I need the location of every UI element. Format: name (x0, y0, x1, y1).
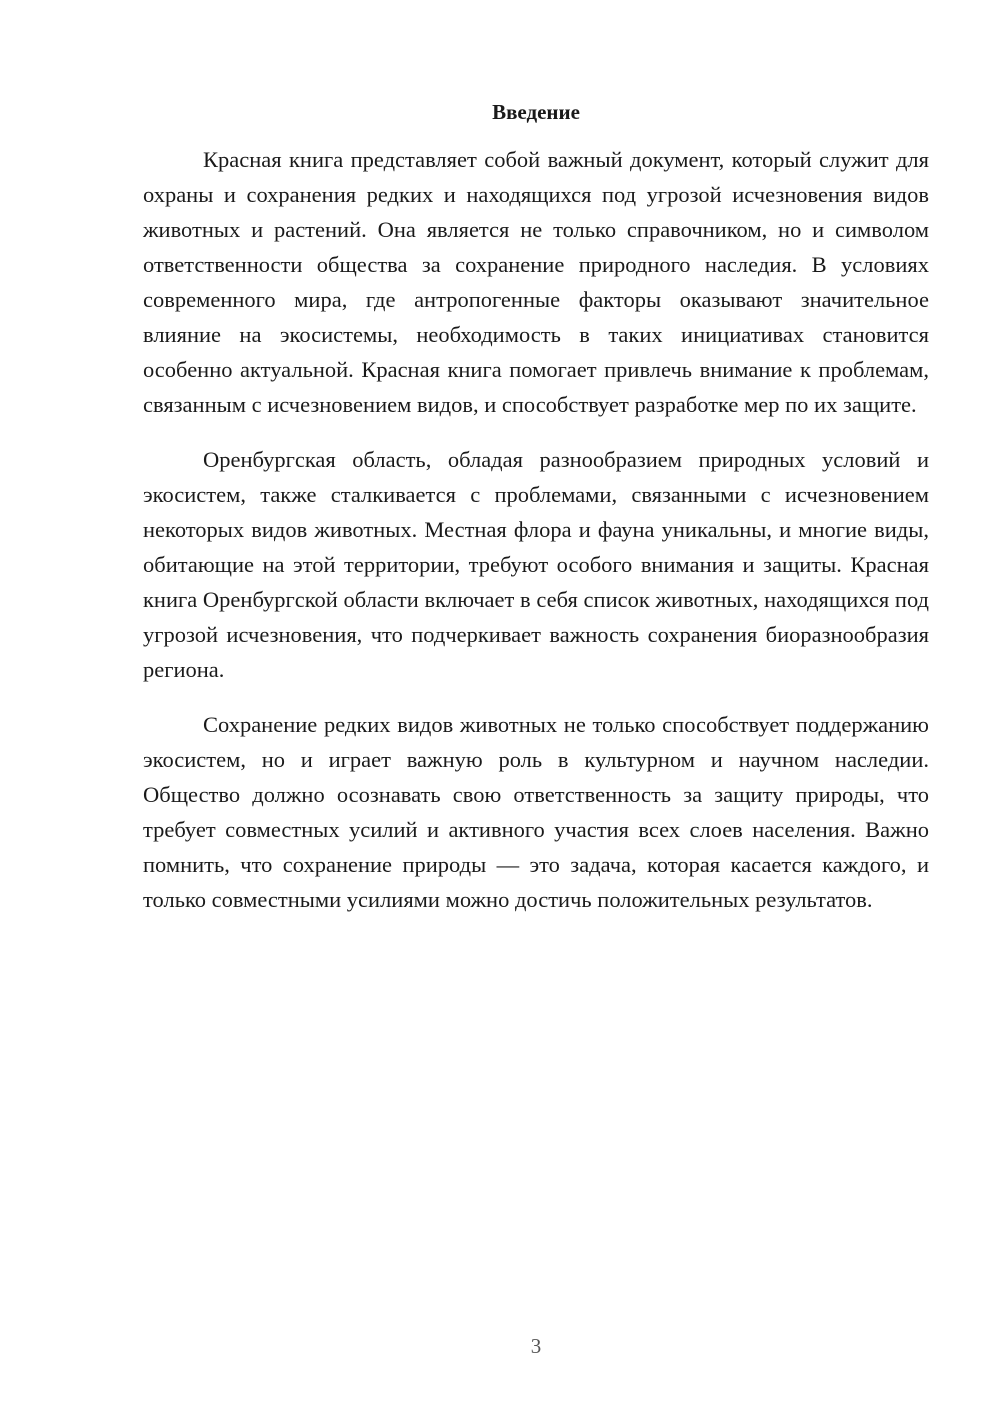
paragraph: Красная книга представляет собой важный документ, который служит для охраны и сохранения редких и находящихся под угрозой исчезновения видов животных и растений. Она является не только справочником, но и символом ответственности общества за сохранение природного наследия. В условиях современного мира, где антропогенные факторы оказывают значительное влияние на экосистемы, необходимость в таких инициативах становится особенно актуальной. Красная книга помогает привлечь внимание к проблемам, связанным с исчезновением видов, и способствует разработке мер по их защите. (143, 147, 929, 417)
section-heading: Введение (492, 100, 580, 124)
paragraph: Оренбургская область, обладая разнообразием природных условий и экосистем, также сталкивается с проблемами, связанными с исчезновением некоторых видов животных. Местная флора и фауна уникальны, и многие виды, обитающие на этой территории, требуют особого внимания и защиты. Красная книга Оренбургской области включает в себя список животных, находящихся под угрозой исчезновения, что подчеркивает важность сохранения биоразнообразия региона. (143, 447, 929, 682)
document-body (143, 142, 929, 937)
page-number: 3 (530, 1334, 542, 1358)
paragraph: Сохранение редких видов животных не только способствует поддержанию экосистем, но и играет важную роль в культурном и научном наследии. Общество должно осознавать свою ответственность за защиту природы, что требует совместных усилий и активного участия всех слоев населения. Важно помнить, что сохранение природы — это задача, которая касается каждого, и только совместными усилиями можно достичь положительных результатов. (143, 712, 929, 912)
